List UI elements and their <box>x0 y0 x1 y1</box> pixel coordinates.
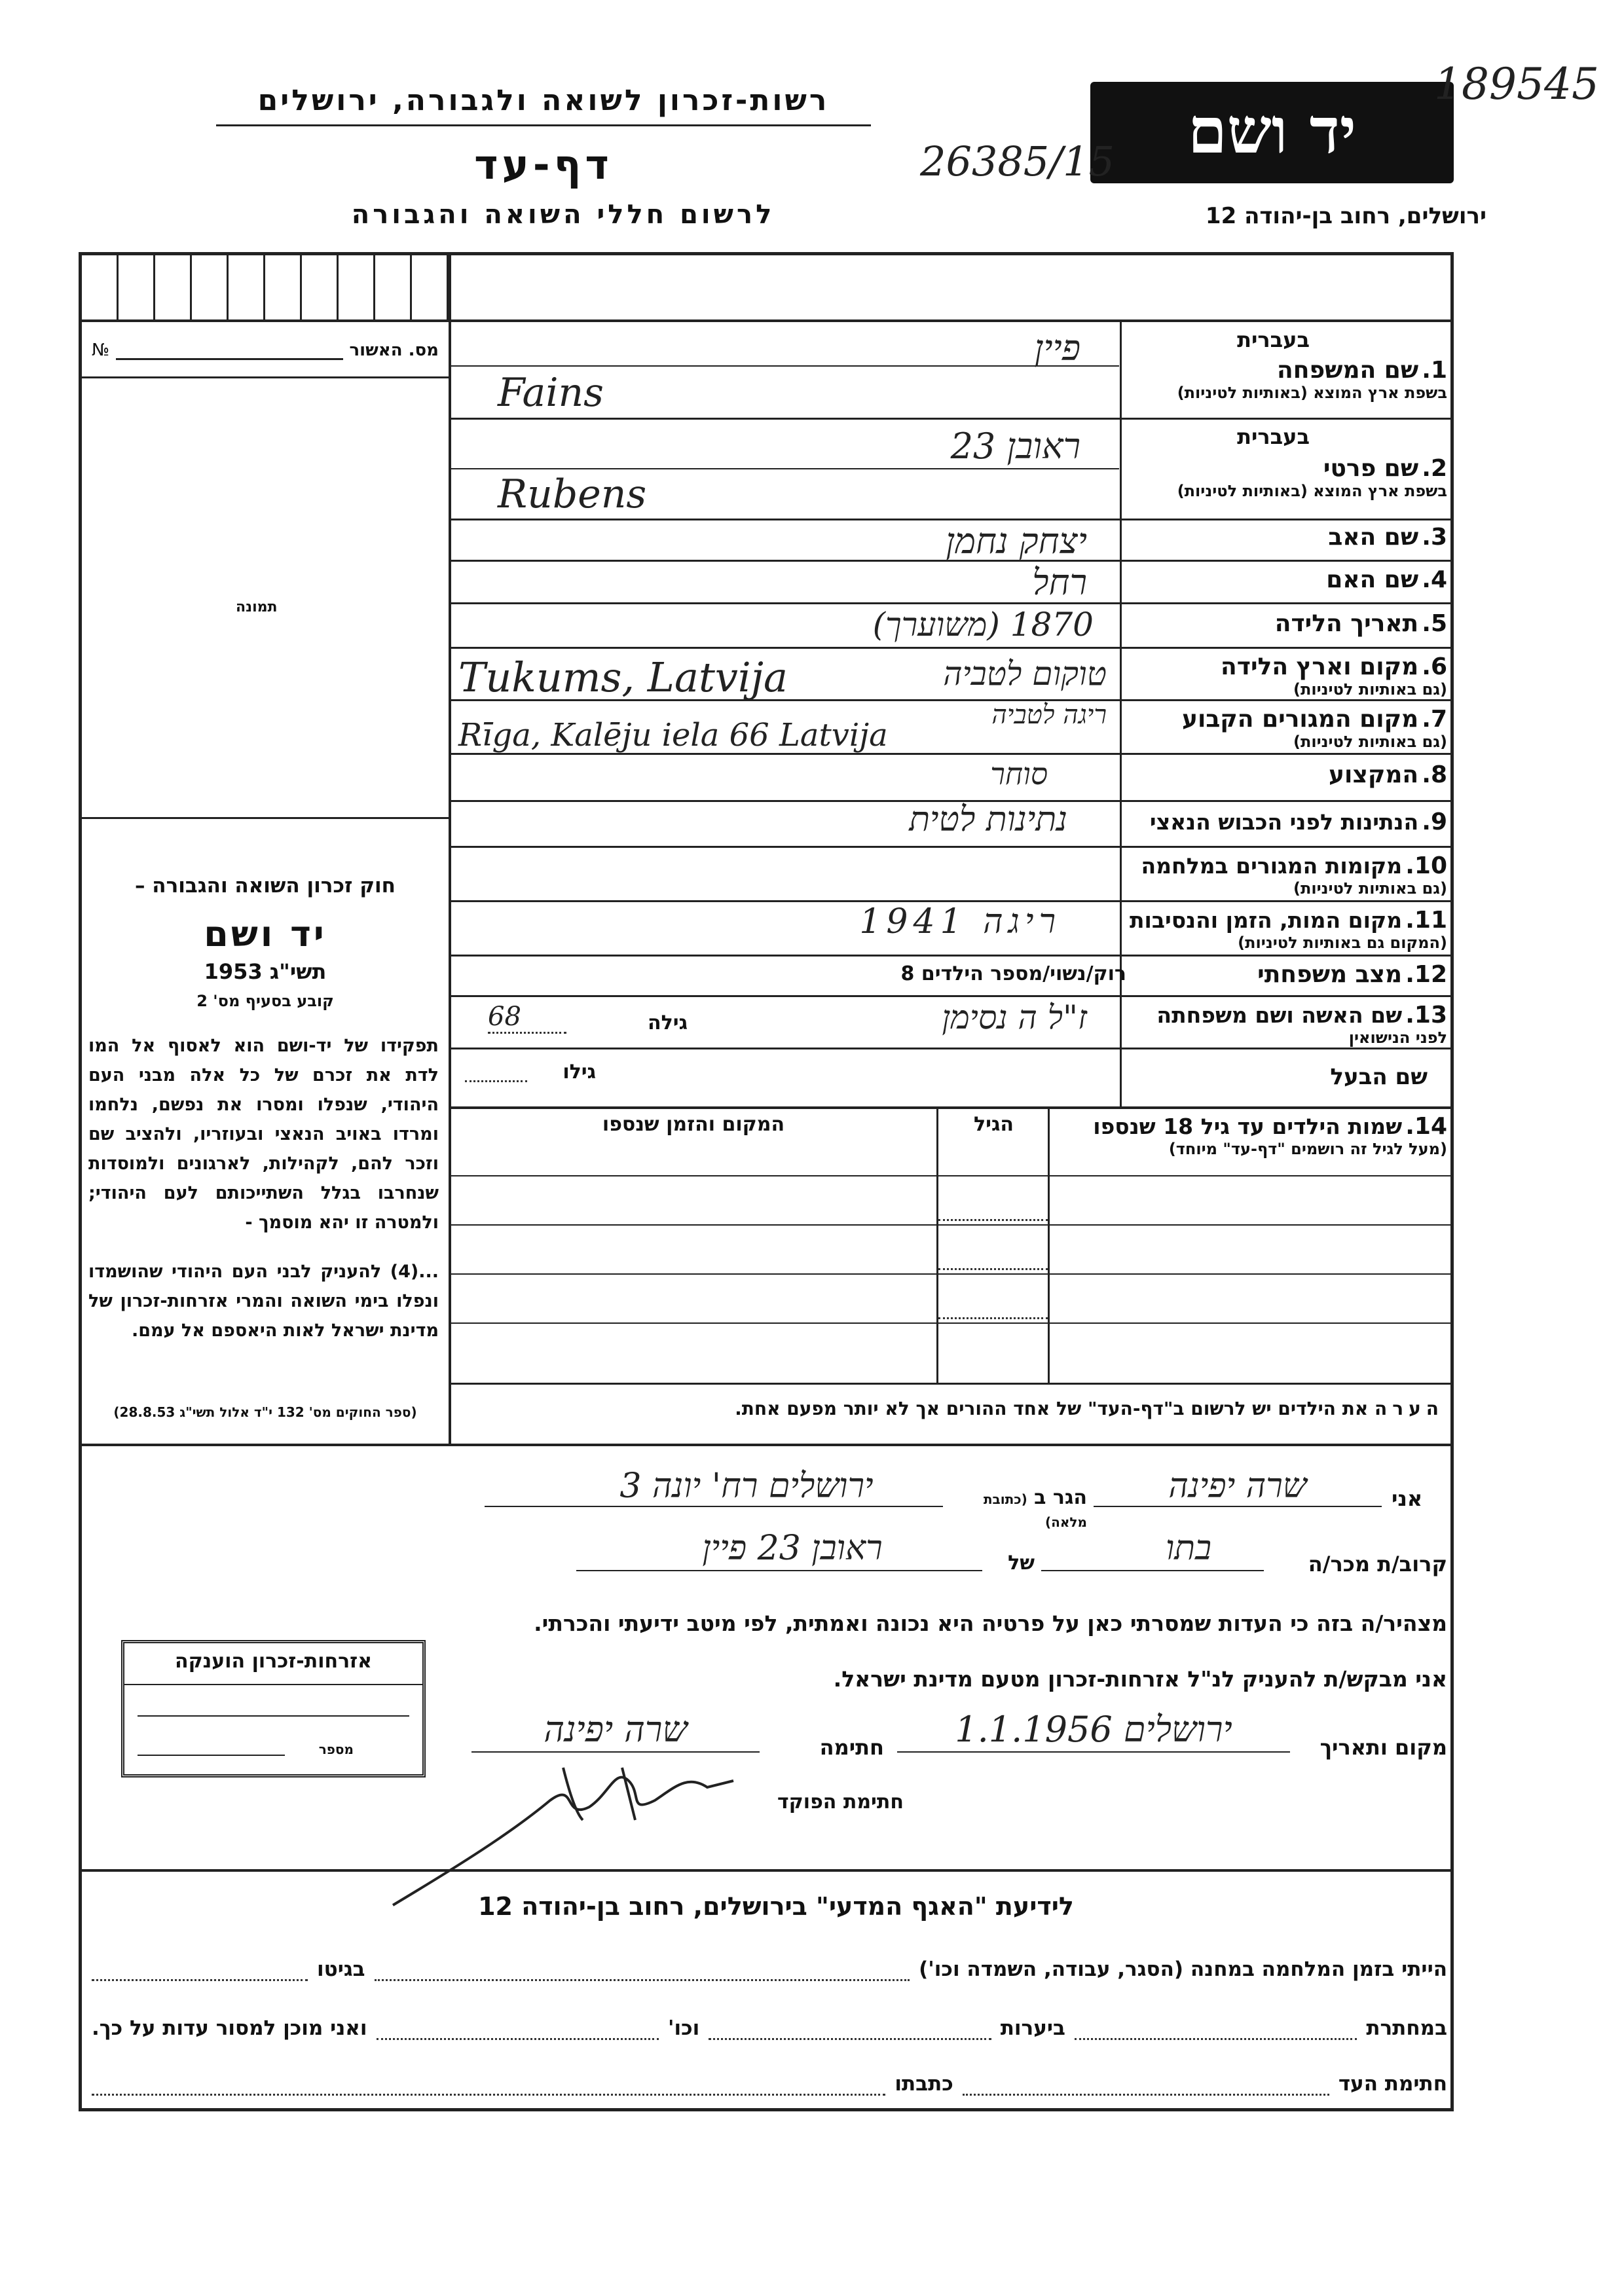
decl-residing <box>950 1486 1087 1532</box>
row6-label: מקום וארץ הלידה <box>1221 653 1419 680</box>
children-sub: (מעל לגיל זה רושמים "דף-עד" מיוחד) <box>1168 1140 1447 1158</box>
children-row-line-3 <box>451 1273 1450 1275</box>
doc-subtitle: לרשום חללי השואה והגבורה <box>351 200 775 230</box>
children-col-place: המקום והזמן שנספו <box>602 1113 785 1136</box>
row13-number: 13. <box>1405 1002 1447 1029</box>
row10-label-block <box>1126 852 1447 898</box>
decl-name-line <box>1094 1506 1382 1507</box>
children-table-bottom <box>451 1383 1450 1385</box>
row10-number: 10. <box>1405 852 1447 879</box>
row2-tag: בעברית <box>1237 424 1310 449</box>
children-row-dots-3 <box>938 1317 1048 1319</box>
row1-value-hebrew: פיין <box>1034 327 1080 369</box>
decl-request: אני מבקש/ת להעניק לנ"ל אזרחות-זכרון מטעם מדינת ישראל. <box>833 1666 1447 1692</box>
code-boxes <box>82 255 449 321</box>
citizenship-box <box>121 1640 426 1777</box>
row4-number: 4. <box>1422 566 1447 593</box>
corner-number: 189545 <box>1434 59 1599 109</box>
law-clause: קובע בסעיף מס' 2 <box>196 992 334 1010</box>
footer-camp-label: הייתי בזמן המלחמה במחנה (הסגר, עבודה, השמדה וכו') <box>919 1958 1447 1981</box>
row13-value: ז"ל ה נסימן <box>942 998 1087 1036</box>
row2-value-latin: Rubens <box>498 471 647 517</box>
children-row-dots-2 <box>938 1268 1048 1270</box>
husband-row-bottom <box>451 1106 1450 1109</box>
children-number: 14. <box>1405 1113 1447 1140</box>
row1-label-block <box>1126 357 1447 402</box>
decl-relation-line <box>1041 1570 1264 1571</box>
decl-official-label: חתימת הפוקד <box>777 1791 904 1813</box>
row4-label-block <box>1126 566 1447 593</box>
row2-value-hebrew: ראובן 23 <box>950 426 1080 467</box>
row1-bottom-line <box>451 418 1450 420</box>
row12-value: רוק/נשוי/מספר הילדים 8 <box>900 962 1126 985</box>
row12-bottom-line <box>451 995 1450 997</box>
citizenship-number-label: מספר <box>318 1741 354 1757</box>
row2-label-block <box>1126 455 1447 500</box>
footer-forests-blank[interactable] <box>709 2020 991 2040</box>
decl-signature-label: חתימה <box>819 1735 884 1760</box>
law-text-2: ...(4) להעניק לבני העם היהודי שהושמדו ונפלו בימי השואה והמרי אזרחות-זכרון של מדינת ישראל לאות היאספם אל עמם. <box>88 1262 439 1341</box>
row9-number: 9. <box>1422 809 1447 835</box>
logo-text: יד ושם <box>1187 94 1357 168</box>
label-column-divider <box>1120 321 1122 1106</box>
row6-label-block <box>1126 653 1447 699</box>
row2-number: 2. <box>1422 455 1447 482</box>
decl-address-hint: (כתובת מלאה) <box>983 1491 1087 1530</box>
row11-bottom-line <box>451 955 1450 957</box>
approval-number-line <box>116 341 342 360</box>
row13-label-block <box>1126 1002 1447 1047</box>
row5-bottom-line <box>451 647 1450 649</box>
row9-value: נתינות לטית <box>909 800 1067 839</box>
reference-number: 26385/15 <box>920 137 1115 185</box>
citizenship-title-line <box>124 1684 422 1685</box>
row11-value: ריגה 1941 <box>859 902 1061 941</box>
footer-line-2 <box>92 2016 1447 2040</box>
note-row-bottom <box>82 1444 1450 1446</box>
footer-etc-blank[interactable] <box>377 2020 659 2040</box>
top-row-divider <box>82 319 1450 322</box>
photo-area-bottom <box>82 817 449 819</box>
decl-relative-of: ראובן 23 פיין <box>702 1529 883 1568</box>
children-header <box>1054 1113 1447 1158</box>
row7-label-block <box>1126 706 1447 751</box>
husband-label: שם הבעל <box>1330 1064 1428 1090</box>
footer-divider <box>82 1869 1450 1872</box>
row7-value-latin: Rīga, Kalēju iela 66 Latvija <box>458 717 888 754</box>
row3-label: שם האב <box>1328 524 1419 551</box>
footer-address-label: כתבתו <box>895 2072 953 2096</box>
note-text: את הילדים יש לרשום ב"דף-העד" של אחד ההורים אך לא יותר מפעם אחת. <box>735 1398 1369 1419</box>
footer-etc-label: וכו' <box>667 2016 700 2040</box>
row6-sub: (גם באותיות לטיניות) <box>1293 680 1447 699</box>
decl-relation: בתו <box>1165 1529 1212 1568</box>
footer-ghetto-label: בגיטו <box>317 1958 365 1981</box>
row3-value: יצחק נחמן <box>946 520 1087 562</box>
doc-title: דף-עד <box>474 141 613 189</box>
footer-line-1 <box>92 1958 1447 1981</box>
citizenship-title: אזרחות-זכרון הוענקה <box>174 1650 373 1673</box>
row12-label: מצב משפחתי <box>1257 961 1403 988</box>
org-underline <box>216 124 871 126</box>
row8-value: סוחר <box>990 756 1048 792</box>
row3-number: 3. <box>1422 524 1447 551</box>
row12-number: 12. <box>1405 961 1447 988</box>
photo-area-top <box>82 376 449 378</box>
footer-camp-blank[interactable] <box>375 1961 910 1981</box>
row9-label: הנתינות לפני הכבוש הנאצי <box>1149 809 1419 835</box>
row11-label: מקום המות, הזמן והנסיבות <box>1130 907 1403 933</box>
row7-label: מקום המגורים הקבוע <box>1182 706 1419 733</box>
law-text-1: תפקידו של יד-ושם הוא לאסוף אל המו לדת את זכרם של כל אלה מבני העם היהודי, שנפלו ומסרו את נפשם, נלחמו ומרדו באויב הנאצי ובעוזריו, ולהציב שם וזכר להם, לקהילות, לארגונים ולמוסדות שנחרבו בגלל השתייכותם לעם היהודי; ולמטרה זו יהא מוסמך - <box>88 1036 439 1233</box>
law-name: יד ושם <box>204 913 327 955</box>
decl-relative-of-line <box>576 1570 982 1571</box>
row13-sub: לפני הנישואין <box>1348 1029 1447 1047</box>
footer-underground-label: במחתרת <box>1366 2016 1447 2040</box>
row10-sub: (גם באותיות לטיניות) <box>1293 879 1447 898</box>
law-title: חוק זכרון השואה והגבורה – <box>135 874 396 898</box>
decl-signature: שרה יפינה <box>544 1709 688 1750</box>
footer-line-3 <box>92 2072 1447 2096</box>
approval-number-row <box>92 340 439 360</box>
row7-sub: (גם באותיות לטיניות) <box>1293 733 1447 751</box>
decl-residing-label: הגר ב <box>1034 1486 1087 1509</box>
footer-witness-sign-blank[interactable] <box>963 2075 1329 2096</box>
approval-number-label: מס. האשור <box>349 340 439 360</box>
row2-mid-line <box>451 468 1119 469</box>
yad-vashem-logo <box>1090 82 1454 183</box>
decl-statement: מצהיר/ה בזה כי העדות שמסרתי כאן על פרטיה היא נכונה ואמתית, לפי מיטב ידיעתי והכרתי. <box>534 1611 1447 1636</box>
footer-notice: לידיעת "האגף המדעי" בירושלים, רחוב בן-יהודה 12 <box>478 1892 1074 1921</box>
row8-number: 8. <box>1422 761 1447 788</box>
decl-place-date: ירושלים 1.1.1956 <box>955 1709 1232 1750</box>
row8-label: המקצוע <box>1329 761 1419 788</box>
row13-age-label: גילה <box>648 1011 688 1034</box>
citizenship-number-line <box>138 1755 285 1756</box>
decl-witness-name: שרה יפינה <box>1168 1467 1307 1506</box>
left-column-divider <box>449 255 451 1444</box>
footer-testimony-label: ואני מוכן למסור עדות על כך. <box>92 2016 367 2040</box>
row8-label-block <box>1126 761 1447 788</box>
row4-label: שם האם <box>1326 566 1419 593</box>
note-label: הערה <box>1375 1398 1444 1419</box>
children-col-divider-1 <box>936 1109 938 1384</box>
row9-label-block <box>1126 809 1447 835</box>
row11-sub: (המקום גם באותיות לטיניות) <box>1238 934 1447 952</box>
decl-address-line <box>485 1506 943 1507</box>
children-label: שמות הילדים עד גיל 18 שנספו <box>1093 1114 1403 1139</box>
footer-witness-sign-label: חתימת העד <box>1338 2072 1447 2096</box>
children-row-line-4 <box>451 1322 1450 1324</box>
children-row-line-1 <box>451 1175 1450 1176</box>
row11-label-block <box>1126 907 1447 952</box>
children-col-divider-2 <box>1048 1109 1050 1384</box>
row6-number: 6. <box>1422 653 1447 680</box>
decl-place-date-label: מקום ותאריך <box>1320 1735 1447 1760</box>
decl-place-date-line <box>897 1751 1290 1753</box>
citizenship-line-1 <box>138 1715 409 1717</box>
decl-relative-label: קרוב/ת מכר/ה <box>1308 1552 1447 1576</box>
husband-age-line <box>465 1080 527 1082</box>
row4-value: רחל <box>1032 562 1087 603</box>
decl-i-label: אני <box>1392 1486 1423 1511</box>
row2-label: שם פרטי <box>1323 455 1419 482</box>
row7-value: ריגה לטביה <box>991 700 1107 730</box>
row5-label: תאריך הלידה <box>1274 610 1419 637</box>
row5-value: 1870 (משוערך) <box>872 606 1094 644</box>
org-name: רשות-זכרון לשואה ולגבורה, ירושלים <box>257 84 830 117</box>
row13-age-value: 68 <box>488 1002 566 1034</box>
row5-label-block <box>1126 610 1447 637</box>
row5-number: 5. <box>1422 610 1447 637</box>
children-row-line-2 <box>451 1224 1450 1226</box>
row1-label: שם המשפחה <box>1277 357 1419 384</box>
row12-label-block <box>1126 961 1447 988</box>
row10-label: מקומות המגורים במלחמה <box>1141 853 1403 879</box>
row1-number: 1. <box>1422 357 1447 384</box>
footer-ghetto-blank[interactable] <box>92 1961 308 1981</box>
footer-address-blank[interactable] <box>92 2075 885 2096</box>
law-reference: (ספר החוקים מס' 132 י"ד אלול תשי"ג 28.8.53) <box>113 1404 417 1420</box>
children-col-age: הגיל <box>974 1113 1014 1136</box>
children-row-dots-1 <box>938 1219 1048 1221</box>
row13-bottom-line <box>451 1048 1450 1049</box>
approval-number-prefix: № <box>92 340 110 360</box>
footer-forests-label: ביערות <box>1000 2016 1065 2040</box>
row1-sub: בשפת ארץ המוצא (באותיות לטיניות) <box>1177 384 1447 402</box>
decl-witness-address: ירושלים רח' יונה 3 <box>619 1467 874 1506</box>
note-row <box>458 1398 1444 1419</box>
row11-number: 11. <box>1405 907 1447 934</box>
row6-value: טוקום לטביה <box>943 655 1107 693</box>
photo-label: תמונה <box>236 599 278 615</box>
row1-value-latin: Fains <box>498 370 604 416</box>
law-year: תשי"ג 1953 <box>204 959 327 984</box>
row3-label-block <box>1126 524 1447 551</box>
official-signature <box>380 1741 747 1912</box>
row1-tag: בעברית <box>1237 327 1310 352</box>
footer-underground-blank[interactable] <box>1075 2020 1357 2040</box>
row6-value-latin: Tukums, Latvija <box>458 653 788 701</box>
row9-bottom-line <box>451 846 1450 848</box>
decl-of-label: של <box>1008 1552 1035 1575</box>
row7-number: 7. <box>1422 706 1447 733</box>
row13-label: שם האשה ושם משפחתה <box>1156 1002 1403 1028</box>
row2-sub: בשפת ארץ המוצא (באותיות לטיניות) <box>1177 482 1447 500</box>
header-address: ירושלים, רחוב בן-יהודה 12 <box>1205 203 1486 229</box>
husband-age-label: גילו <box>563 1061 596 1084</box>
